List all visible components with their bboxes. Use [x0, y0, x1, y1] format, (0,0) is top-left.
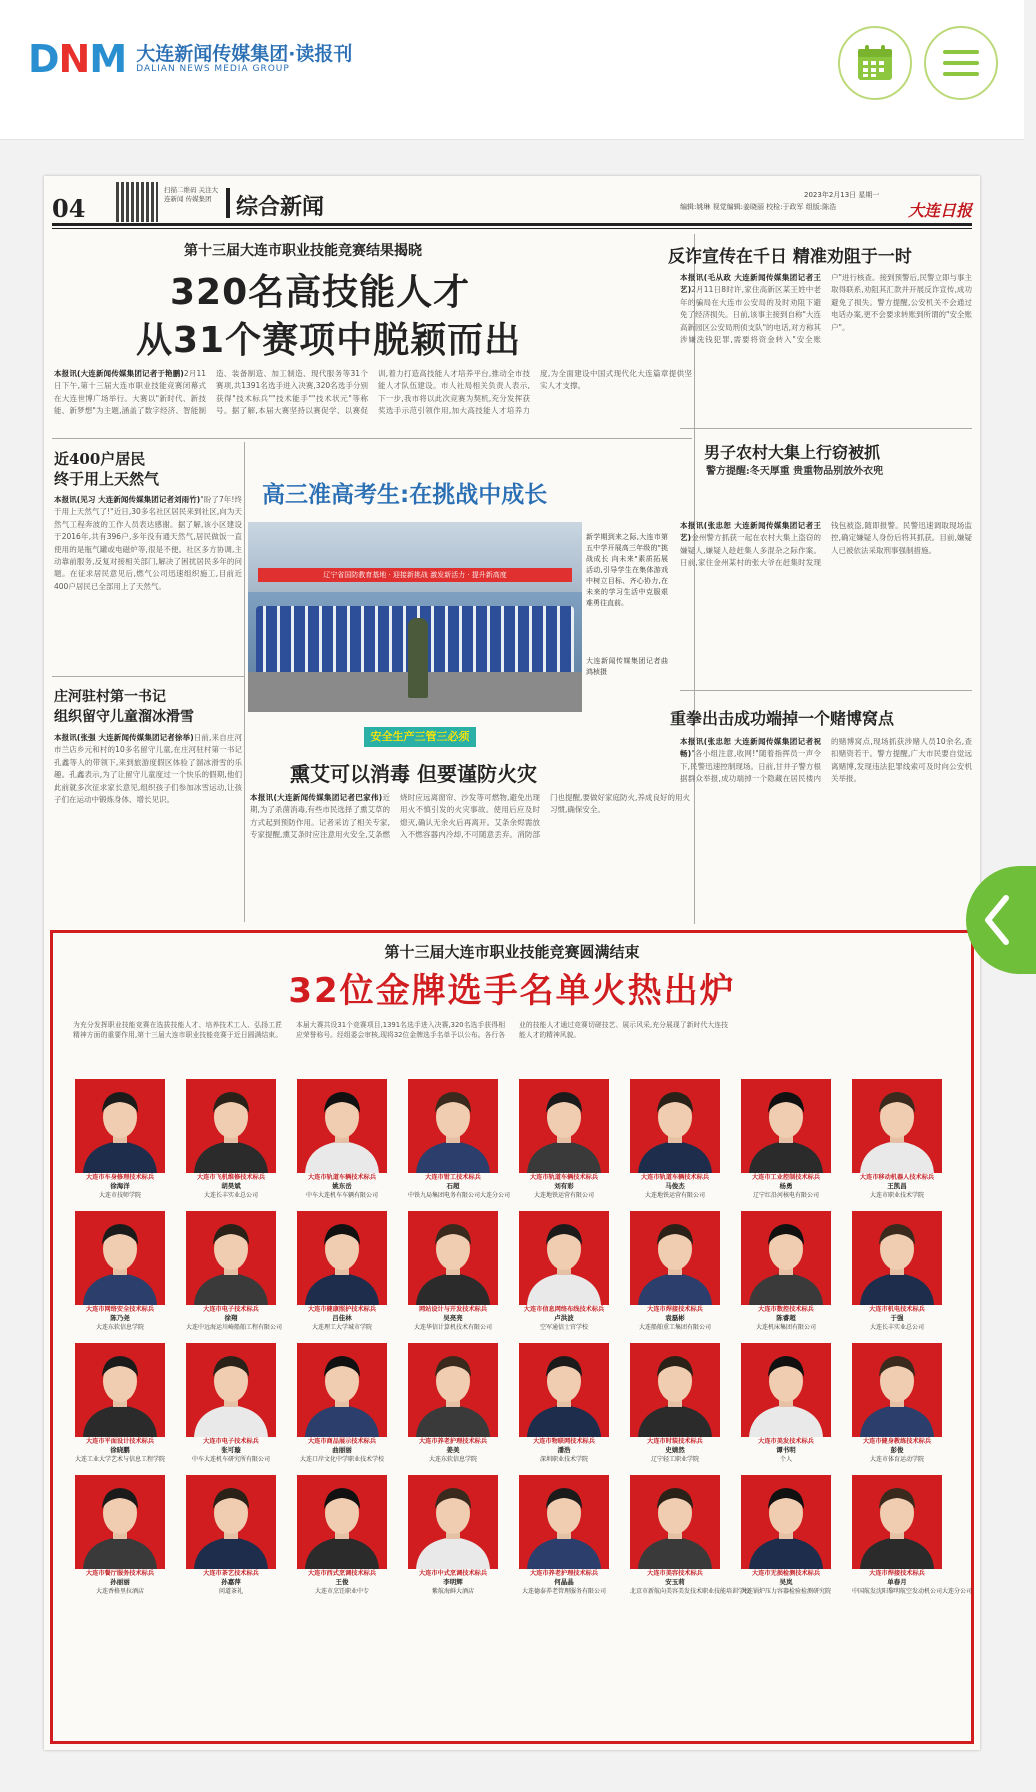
medalist-unit: 大连长丰实业总公司: [869, 1324, 924, 1331]
medalist-photo: [408, 1475, 498, 1569]
medalist-unit: 中车大连机车研究所有限公司: [191, 1456, 270, 1463]
photo-headline: 高三准高考生:在挑战中成长: [262, 482, 548, 508]
lead-headline-1: 320名高技能人才: [170, 272, 471, 313]
medalist-card: [852, 1343, 942, 1467]
medalist-photo: [75, 1343, 165, 1437]
medalist-photo: [852, 1211, 942, 1305]
medalists-headline: 32位金牌选手名单火热出炉: [288, 971, 736, 1011]
medalist-card: [297, 1475, 387, 1599]
medalist-card: [75, 1343, 165, 1467]
medalist-photo: [630, 1475, 720, 1569]
medalist-name: 吴岚: [779, 1578, 793, 1586]
medalist-unit: 中国航发沈阳黎明航空发动机公司大连分公司: [852, 1588, 973, 1595]
section-title: 综合新闻: [236, 194, 325, 220]
medalist-unit: 大连市职业技术学院: [869, 1192, 924, 1199]
medalist-photo: [630, 1211, 720, 1305]
medalist-title: 大连市焊接技术标兵: [647, 1306, 703, 1313]
medalist-title: 网站设计与开发技术标兵: [418, 1306, 488, 1313]
medalist-title: 大连市无损检测技术标兵: [751, 1570, 821, 1577]
gambling-headline: 重拳出击成功端掉一个赌博窝点: [670, 709, 895, 728]
qr-caption: 扫描二维码 关注大连新闻 传媒集团: [164, 186, 219, 203]
medalist-unit: 紫航海鲜大酒店: [431, 1588, 474, 1595]
medalist-unit: 大连理工大学城市学院: [311, 1324, 372, 1331]
medalist-title: 大连市轨道车辆技术标兵: [529, 1174, 599, 1181]
medalist-unit: 大连口岸文化中学职业技术学校: [299, 1456, 384, 1463]
medalist-name: 刘有彩: [554, 1182, 574, 1190]
calendar-button[interactable]: [838, 26, 912, 100]
medalist-unit: 大连市烹饪职业中专: [314, 1588, 369, 1595]
medalist-title: 大连市中式烹调技术标兵: [418, 1570, 488, 1577]
medalist-card: [408, 1475, 498, 1599]
medalist-title: 大连市物联网技术标兵: [533, 1438, 595, 1445]
medalist-title: 大连市养老护理技术标兵: [529, 1570, 599, 1577]
lead-body: 本报讯(大连新闻传媒集团记者于艳鹏)2月11日下午,第十三届大连市职业技能竞赛闭幕式在大连世博广场举行。大赛以"新时代、新技能、新梦想"为主题,涵盖了数字经济、智能制造、装备制造、加工制造、现代服务等31个赛项,共1391名选手进入决赛,320名选手分别获得"技术标兵""技术能手""技术状元"等称号。据了解,本届大赛坚持以赛促学、以赛促训,着力打造高技能人才培养平台,推动全市技能人才队伍建设。市人社局相关负责人表示,下一步,我市将以此次竞赛为契机,充分发挥获奖选手示范引领作用,加大高技能人才培养力度,为全面建设中国式现代化大连篇章提供坚实人才支撑。: [54, 369, 692, 416]
medalists-kicker: 第十三届大连市职业技能竞赛圆满结束: [384, 943, 640, 961]
medalist-card: [75, 1475, 165, 1599]
medalist-name: 卢洪波: [554, 1314, 574, 1322]
medalist-name: 杨勇: [779, 1182, 793, 1190]
medalist-name: 孙嘉萍: [221, 1578, 241, 1586]
medalist-unit: 空军通信士官学校: [539, 1324, 588, 1331]
medalist-photo: [297, 1211, 387, 1305]
medalist-name: 胡昊斌: [221, 1182, 241, 1190]
medalist-unit: 大连地铁运营有限公司: [533, 1192, 594, 1199]
medalist-card: [75, 1079, 165, 1203]
medalist-photo: [852, 1475, 942, 1569]
medalist-title: 大连市商品展示技术标兵: [307, 1438, 377, 1445]
medalist-card: [741, 1211, 831, 1335]
medalist-card: [852, 1079, 942, 1203]
medalist-card: [75, 1211, 165, 1335]
page-date: 2023年2月13日 星期一: [804, 191, 880, 199]
medalist-unit: 问道茶礼: [218, 1588, 243, 1595]
medalist-card: [852, 1211, 942, 1335]
medalist-title: 大连市西式烹调技术标兵: [307, 1570, 377, 1577]
medalist-title: 大连市工业控制技术标兵: [751, 1174, 821, 1181]
medalist-photo: [186, 1079, 276, 1173]
medalist-name: 张可璇: [221, 1446, 241, 1454]
medalist-photo: [75, 1475, 165, 1569]
medalist-unit: 大连市技师学院: [98, 1192, 141, 1199]
medalist-card: [297, 1343, 387, 1467]
medalist-title: 大连市电子技术标兵: [203, 1438, 259, 1445]
medalist-photo: [297, 1343, 387, 1437]
medalist-name: 李明辉: [443, 1578, 463, 1586]
medalist-title: 大连市时装技术标兵: [647, 1438, 703, 1445]
moxa-body: 本报讯(大连新闻传媒集团记者巴家伟)近期,为了杀菌消毒,有些市民选择了熏艾草的方式起到预防作用。记者采访了相关专家,专家提醒,熏艾条时应注意用火安全,艾条燃烧时应远离窗帘、沙发等可燃物,避免出现用火不慎引发的火灾事故。使用后应及时熄灭,确认无余火后再离开。艾条余烬需放入不燃容器内冷却,不可随意丢弃。消防部门也提醒,要做好家庭防火,养成良好的用火习惯,确保安全。: [250, 793, 690, 840]
medalist-unit: 大连东软信息学院: [428, 1456, 477, 1463]
medalist-card: [630, 1343, 720, 1467]
calendar-icon: [854, 42, 896, 84]
medalist-photo: [741, 1475, 831, 1569]
medalist-photo: [519, 1211, 609, 1305]
photo-credit: 大连新闻传媒集团记者曲鸿桢摄: [586, 657, 668, 676]
medalist-unit: 辽宁轻工职业学院: [650, 1456, 699, 1463]
medalist-photo: [408, 1211, 498, 1305]
medalist-unit: 辽宁红沿河核电有限公司: [752, 1192, 819, 1199]
medalist-photo: [741, 1211, 831, 1305]
medalist-title: 大连市餐厅服务技术标兵: [85, 1570, 155, 1577]
medalist-title: 大连市移动机器人技术标兵: [859, 1174, 935, 1181]
village-headline-2: 组织留守儿童溜冰滑雪: [54, 709, 194, 725]
medalist-unit: 中车大连机车车辆有限公司: [305, 1192, 378, 1199]
medalist-title: 大连市茶艺技术标兵: [203, 1570, 259, 1577]
medalist-name: 徐翔: [224, 1314, 238, 1322]
medalist-unit: 大连德泰养老管理服务有限公司: [521, 1588, 606, 1595]
photo-caption: 新学期到来之际,大连市第五中学开展高三年级的"挑战成长 向未来"素质拓展活动,引导学生在集体游戏中树立目标、齐心协力,在未来的学习生活中克服艰难勇往直前。: [586, 533, 668, 607]
medalist-card: [408, 1343, 498, 1467]
soldier: [408, 618, 428, 698]
chevron-left-icon: [978, 890, 1018, 950]
page-editors: 编辑:姚琳 视觉编辑:姜晓丽 校检:于政军 组版:陈浩: [680, 203, 837, 211]
medalist-unit: 大连工业大学艺术与信息工程学院: [75, 1456, 166, 1463]
theft-headline: 男子农村大集上行窃被抓: [704, 443, 881, 462]
medalist-unit: 大连华信计算机技术有限公司: [413, 1324, 492, 1331]
medalist-card: [630, 1079, 720, 1203]
medalist-unit: 大连船舶重工集团有限公司: [638, 1324, 711, 1331]
medalist-name: 安玉莉: [665, 1578, 685, 1586]
village-body: 本报讯(张强 大连新闻传媒集团记者徐举)日前,来自庄河市兰店乡元和村的10多名留守儿童,在庄河驻村第一书记孔鑫等人的带领下,来到旅游度假区体验了溜冰滑雪的乐趣。孔鑫表示,为了让留守儿童度过一个快乐的假期,他们此前就多次征求家长意见,组织孩子们参加冰雪运动,让孩子们在运动中锻炼身体、增长见识。: [54, 733, 243, 805]
medalist-card: [630, 1475, 751, 1599]
medalist-title: 大连市健身教练技术标兵: [862, 1438, 932, 1445]
section-name: 读报刊: [295, 42, 353, 65]
medalist-name: 何晶晶: [554, 1578, 574, 1586]
medalist-name: 石超: [446, 1182, 460, 1190]
medalist-card: [186, 1475, 276, 1599]
medalist-card: [297, 1211, 387, 1335]
theft-subhead: 警方提醒:冬天厚重 贵重物品别放外衣兜: [706, 466, 884, 477]
page-number: 04: [52, 194, 86, 223]
gas-headline-1: 近400户居民: [54, 450, 146, 468]
medalist-title: 大连市焊接技术标兵: [869, 1570, 925, 1577]
anticorruption-body: 本报讯(毛从政 大连新闻传媒集团记者王艺)2月11日8时许,家住高新区某王姓中老年的骗局在大连市公安局的及时劝阻下避免了经济损失。日前,该事主接到自称"大连高新园区公安局刑侦支队"的电话,对方称其涉嫌洗钱犯罪,需要将资金转入"安全账户"进行核查。接到预警后,民警立即与事主取得联系,劝阻其汇款并开展反诈宣传,成功避免了损失。警方提醒,公安机关不会通过电话办案,更不会要求转账到所谓的"安全账户"。: [680, 273, 972, 345]
medalist-name: 马俊杰: [665, 1182, 685, 1190]
medalist-title: 大连市机电技术标兵: [869, 1306, 925, 1313]
masthead: 大连日报: [908, 201, 973, 220]
medalist-title: 大连市轨道车辆技术标兵: [640, 1174, 710, 1181]
medalist-photo: [408, 1079, 498, 1173]
medalist-card: [186, 1211, 283, 1335]
medalist-name: 王俊: [335, 1578, 349, 1586]
medalist-name: 陈睿超: [776, 1314, 796, 1322]
group-name: 大连新闻传媒集团: [136, 42, 289, 65]
gas-body: 本报讯(见习 大连新闻传媒集团记者刘雨竹)"盼了7年!终于用上天然气了!"近日,30多名社区居民来到社区,向为天然气工程奔波的工作人员表达感谢。据了解,该小区建设于2016年,共有396户,多年没有通天然气,居民做饭一直使用的是瓶气罐或电磁炉等,很是不便。社区多方协调,主动靠前服务,反复对接相关部门,解决了困扰居民多年的问题。在征求居民意见后,燃气公司迅速组织施工,目前近400户居民已全部用上了天然气。: [54, 495, 242, 591]
medalist-title: 大连市健康照护技术标兵: [307, 1306, 377, 1313]
medalist-title: 大连市车身修理技术标兵: [85, 1174, 155, 1181]
medalist-card: [741, 1475, 831, 1599]
medalist-unit: 大连市体育运动学院: [869, 1456, 924, 1463]
medalist-title: 大连市钳工技术标兵: [425, 1174, 481, 1181]
medalist-name: 姜美: [446, 1446, 460, 1454]
medalist-title: 大连市飞机维修技术标兵: [196, 1174, 266, 1181]
dnm-logo[interactable]: DNM 大连新闻传媒集团·读报刊 DALIAN NEWS MEDIA GROUP: [28, 37, 353, 81]
medalist-card: [519, 1079, 609, 1203]
medalist-photo: [852, 1343, 942, 1437]
medalist-title: 大连市网络安全技术标兵: [85, 1306, 155, 1313]
medalist-title: 大连市电子技术标兵: [203, 1306, 259, 1313]
medalist-photo: [297, 1475, 387, 1569]
medalist-name: 王凯昌: [887, 1182, 907, 1190]
medalist-card: [186, 1343, 276, 1467]
medalist-photo: [519, 1079, 609, 1173]
medalist-photo: [186, 1343, 276, 1437]
village-headline-1: 庄河驻村第一书记: [54, 689, 166, 705]
medalist-name: 彭俊: [890, 1446, 904, 1454]
medalist-unit: 中铁九局集团电务有限公司大连分公司: [408, 1192, 511, 1199]
medalist-card: [741, 1343, 831, 1467]
safety-banner: 安全生产三管三必须: [364, 727, 476, 747]
medalist-name: 孙丽丽: [110, 1578, 130, 1586]
medalist-unit: 大连地铁运营有限公司: [644, 1192, 705, 1199]
lead-headline-2: 从31个赛项中脱颖而出: [136, 320, 522, 361]
medalist-name: 史婧然: [665, 1446, 685, 1454]
medalists-body: 为充分发挥职业技能竞赛在选拔技能人才、培养技术工人、弘扬工匠精神方面的重要作用,第十三届大连市职业技能竞赛于近日圆满结束。本届大赛共设31个竞赛项目,1391名选手进入决赛,320名选手获得相应荣誉称号。经组委会审核,现将32位金牌选手名单予以公布。各行各业的技能人才通过竞赛切磋技艺、展示风采,充分展现了新时代大连技能人才的精神风貌。: [73, 1021, 728, 1039]
medalist-card: [186, 1079, 276, 1203]
medalist-unit: 大连中远海运川崎船舶工程有限公司: [186, 1324, 283, 1331]
medalist-photo: [519, 1475, 609, 1569]
medalist-card: [852, 1475, 973, 1599]
medalist-photo: [741, 1343, 831, 1437]
medalist-photo: [630, 1079, 720, 1173]
medalist-unit: 大连机床集团有限公司: [755, 1324, 816, 1331]
medalist-photo: [519, 1343, 609, 1437]
medalist-unit: 大连长丰实业总公司: [203, 1192, 258, 1199]
medalist-card: [630, 1211, 720, 1335]
theft-body: 本报讯(张忠恕 大连新闻传媒集团记者王艺)金州警方抓获一起在农村大集上盗窃的嫌疑人,嫌疑人趁赶集人多混杂之际作案。日前,家住金州某村的张大爷在赶集时发现钱包被盗,随即报警。民警迅速调取现场监控,确定嫌疑人身份后将其抓获。目前,嫌疑人已被依法采取刑事强制措施。: [680, 521, 972, 568]
medalist-card: [408, 1079, 511, 1203]
medalist-card: [519, 1211, 609, 1335]
medalist-photo: [852, 1079, 942, 1173]
medalist-title: 大连市养老护理技术标兵: [418, 1438, 488, 1445]
lead-kicker: 第十三届大连市职业技能竞赛结果揭晓: [184, 243, 422, 259]
moxa-headline: 熏艾可以消毒 但要谨防火灾: [290, 762, 537, 786]
medalist-unit: 深圳职业技术学院: [539, 1456, 588, 1463]
medalist-name: 吕佳林: [332, 1314, 352, 1322]
medalist-name: 陈乃尧: [110, 1314, 130, 1322]
medalist-name: 袁磊彬: [665, 1314, 685, 1322]
medalist-name: 徐海洋: [110, 1182, 130, 1190]
menu-button[interactable]: [924, 26, 998, 100]
medalist-unit: 个人: [779, 1456, 792, 1463]
medalist-card: [519, 1475, 609, 1599]
medalist-title: 大连市平面设计技术标兵: [85, 1438, 155, 1445]
medalist-name: 姚东岳: [332, 1182, 352, 1190]
medalist-photo: [75, 1079, 165, 1173]
medalist-title: 大连市美发技术标兵: [758, 1438, 814, 1445]
medalist-photo: [75, 1211, 165, 1305]
medalists-section: [50, 930, 974, 1744]
medalist-card: [741, 1079, 831, 1203]
medalist-unit: 大连香格里拉酒店: [95, 1588, 144, 1595]
group-name-en: DALIAN NEWS MEDIA GROUP: [136, 63, 290, 74]
medalist-card: [297, 1079, 387, 1203]
medalist-unit: 大连锅炉压力容器检验检测研究院: [741, 1588, 832, 1595]
qr-code: [116, 182, 158, 222]
medalist-name: 单春月: [887, 1578, 907, 1586]
medalist-photo: [297, 1079, 387, 1173]
banner: 辽宁省国防教育基地 · 迎接新挑战 激发新活力 · 提升新高度: [258, 568, 572, 582]
medalist-photo: [186, 1211, 276, 1305]
medalist-photo: [408, 1343, 498, 1437]
medalist-name: 曲丽丽: [332, 1446, 352, 1454]
medalist-name: 吴亮亮: [443, 1314, 463, 1322]
medalist-photo: [630, 1343, 720, 1437]
medalist-name: 徐晓鹏: [110, 1446, 130, 1454]
newspaper-page[interactable]: [44, 176, 980, 1750]
medalist-title: 大连市美容技术标兵: [647, 1570, 703, 1577]
medalist-card: [408, 1211, 498, 1335]
medalist-title: 大连市轨道车辆技术标兵: [307, 1174, 377, 1181]
medalist-unit: 北京市新航向美容美发技术职业技能培训学校: [630, 1588, 751, 1595]
medalist-photo: [186, 1475, 276, 1569]
medalist-card: [519, 1343, 609, 1467]
medalist-name: 潘浩: [557, 1446, 571, 1454]
gas-headline-2: 终于用上天然气: [54, 470, 160, 488]
news-photo: [248, 522, 582, 712]
app-header: [0, 0, 1024, 140]
medalist-title: 大连市信息网络布线技术标兵: [523, 1306, 605, 1313]
anticorruption-headline: 反诈宣传在千日 精准劝阻于一时: [668, 247, 912, 267]
logo-mark: DNM: [28, 37, 127, 81]
medalist-title: 大连市数控技术标兵: [758, 1306, 814, 1313]
medalist-photo: [741, 1079, 831, 1173]
gambling-body: 本报讯(张忠恕 大连新闻传媒集团记者祝畅)"各小组注意,收网!"随着指挥员一声令下,民警迅速控制现场。日前,甘井子警方根据群众举报,成功端掉一个隐藏在居民楼内的赌博窝点,现场抓获涉赌人员10余名,查扣赌资若干。警方提醒,广大市民要自觉远离赌博,发现违法犯罪线索可及时向公安机关举报。: [680, 737, 972, 784]
menu-icon: [941, 46, 981, 80]
medalist-name: 谭书明: [776, 1446, 796, 1454]
medalist-unit: 大连东软信息学院: [95, 1324, 144, 1331]
medalist-name: 于强: [890, 1314, 904, 1322]
